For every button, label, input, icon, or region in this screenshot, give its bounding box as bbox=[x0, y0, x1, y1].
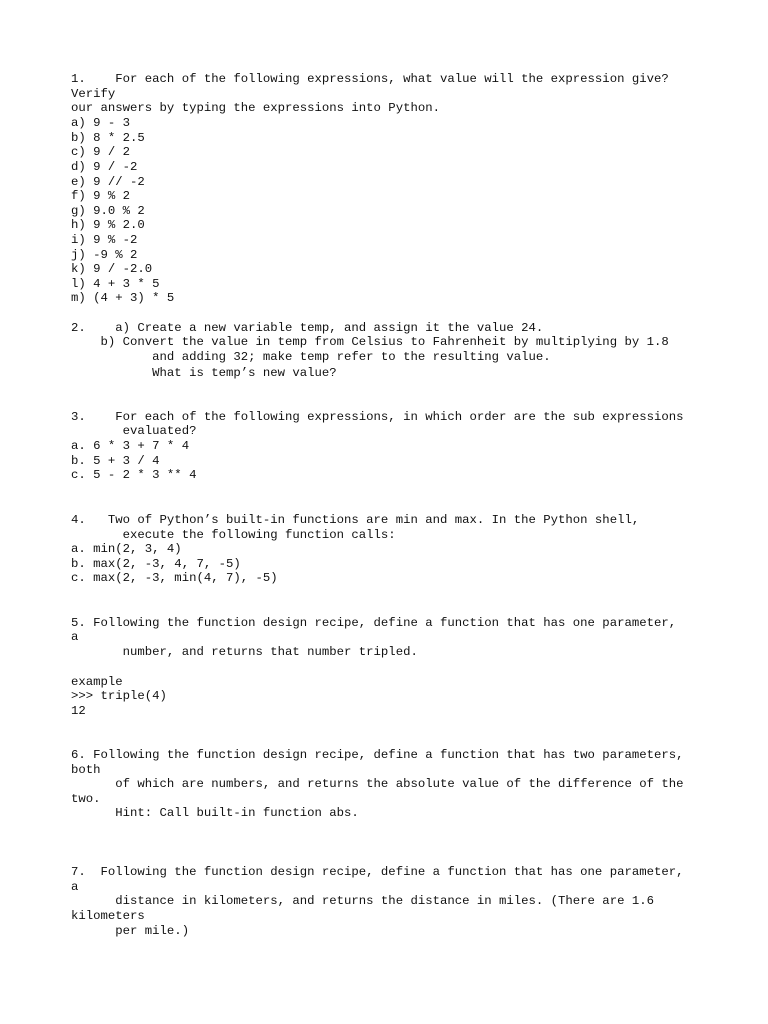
q5-example-label: example bbox=[71, 675, 123, 689]
q1-expression-item: e) 9 // -2 bbox=[71, 175, 145, 189]
q7-line: kilometers bbox=[71, 909, 145, 923]
q1-expression-item: d) 9 / -2 bbox=[71, 160, 138, 174]
q4-line: execute the following function calls: bbox=[71, 528, 396, 542]
q7-line: per mile.) bbox=[71, 924, 190, 938]
q2-line: and adding 32; make temp refer to the resulting value. bbox=[71, 350, 551, 364]
q5-line: number, and returns that number tripled. bbox=[71, 645, 418, 659]
q1-expression-item: f) 9 % 2 bbox=[71, 189, 131, 203]
q5-example-result: 12 bbox=[71, 704, 86, 718]
q7-line: a bbox=[71, 880, 79, 894]
q1-expression-item: k) 9 / -2.0 bbox=[71, 262, 153, 276]
q1-expression-item: b) 8 * 2.5 bbox=[71, 131, 145, 145]
q3-expression-item: b. 5 + 3 / 4 bbox=[71, 454, 160, 468]
q2-line: b) Convert the value in temp from Celsius to Fahrenheit by multiplying by 1.8 bbox=[71, 335, 669, 349]
q7-line: distance in kilometers, and returns the distance in miles. (There are 1.6 bbox=[71, 894, 654, 908]
q1-expression-item: l) 4 + 3 * 5 bbox=[71, 277, 160, 291]
q3-expression-item: c. 5 - 2 * 3 ** 4 bbox=[71, 468, 197, 482]
q1-intro-line: our answers by typing the expressions into Python. bbox=[71, 101, 440, 115]
q1-intro-line: 1. For each of the following expressions, what value will the expression give? bbox=[71, 72, 669, 86]
q3-line: evaluated? bbox=[71, 424, 197, 438]
q3-expression-item: a. 6 * 3 + 7 * 4 bbox=[71, 439, 190, 453]
q4-call-item: c. max(2, -3, min(4, 7), -5) bbox=[71, 571, 278, 585]
q4-line: 4. Two of Python’s built-in functions are min and max. In the Python shell, bbox=[71, 513, 640, 527]
q7-line: 7. Following the function design recipe, define a function that has one parameter, bbox=[71, 865, 684, 879]
q2-line: 2. a) Create a new variable temp, and assign it the value 24. bbox=[71, 321, 544, 335]
q3-line: 3. For each of the following expressions, in which order are the sub expressions bbox=[71, 410, 684, 424]
q6-line: of which are numbers, and returns the absolute value of the difference of the bbox=[71, 777, 684, 791]
q6-line: two. bbox=[71, 792, 101, 806]
q1-expression-item: h) 9 % 2.0 bbox=[71, 218, 145, 232]
q1-expression-item: c) 9 / 2 bbox=[71, 145, 131, 159]
q1-expression-item: i) 9 % -2 bbox=[71, 233, 138, 247]
q5-example-call: >>> triple(4) bbox=[71, 689, 167, 703]
q1-expression-item: a) 9 - 3 bbox=[71, 116, 131, 130]
q5-line: a bbox=[71, 630, 79, 644]
q1-intro-line: Verify bbox=[71, 87, 116, 101]
q1-expression-item: j) -9 % 2 bbox=[71, 248, 138, 262]
q6-line: both bbox=[71, 763, 101, 777]
q6-line: 6. Following the function design recipe, define a function that has two parameters, bbox=[71, 748, 684, 762]
q6-hint-line: Hint: Call built-in function abs. bbox=[71, 806, 359, 820]
q1-expression-item: m) (4 + 3) * 5 bbox=[71, 291, 175, 305]
q2-line: What is temp’s new value? bbox=[71, 366, 337, 380]
q5-line: 5. Following the function design recipe, define a function that has one parameter, bbox=[71, 616, 677, 630]
q1-expression-item: g) 9.0 % 2 bbox=[71, 204, 145, 218]
q4-call-item: a. min(2, 3, 4) bbox=[71, 542, 182, 556]
q4-call-item: b. max(2, -3, 4, 7, -5) bbox=[71, 557, 241, 571]
